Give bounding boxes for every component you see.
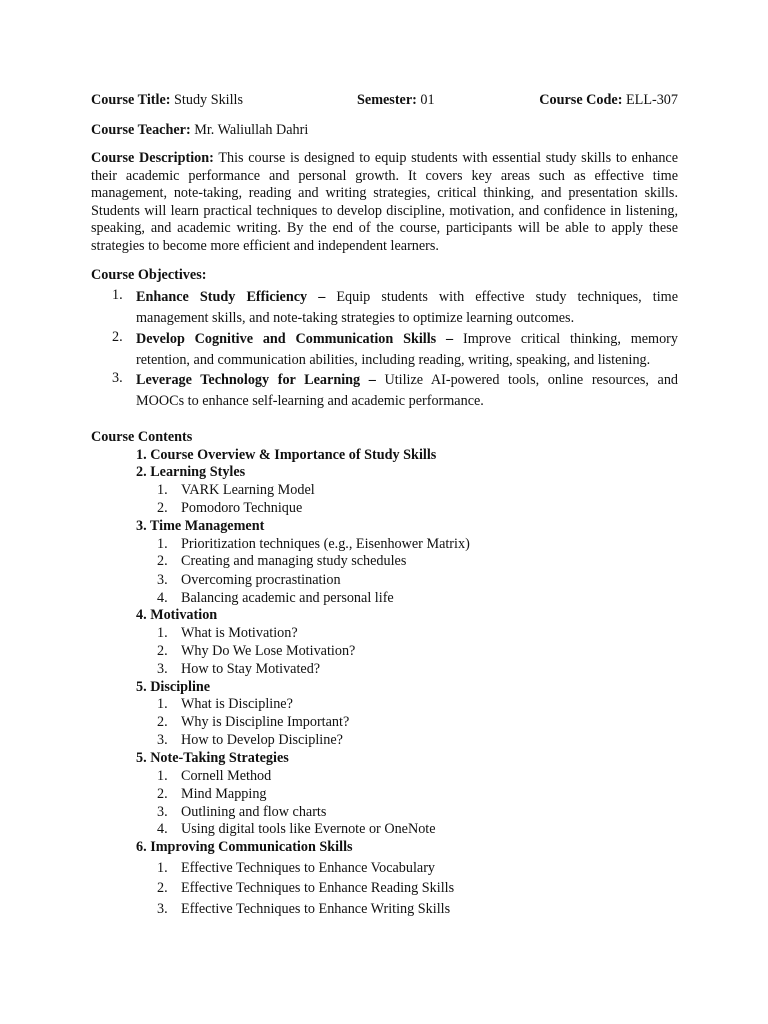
course-teacher-label: Course Teacher: [91, 122, 191, 138]
objective-text: Improve critical thinking, memory retention, and communication abilities, including reading, writing, speaking, and listening. [136, 331, 678, 368]
contents-subitem [157, 643, 355, 660]
contents-subitem [157, 714, 349, 731]
subitem-number: 1. [157, 696, 168, 712]
subitem-text: Prioritization techniques (e.g., Eisenhower Matrix) [181, 536, 470, 552]
subitem-number: 2. [157, 880, 168, 896]
subitem-text: Outlining and flow charts [181, 804, 327, 820]
course-description-label: Course Description: [91, 150, 214, 166]
contents-subitem [157, 536, 470, 553]
subitem-text: Pomodoro Technique [181, 500, 303, 516]
subitem-text: What is Motivation? [181, 625, 298, 641]
subitem-text: How to Develop Discipline? [181, 732, 343, 748]
subitem-text: Why Do We Lose Motivation? [181, 643, 356, 659]
subitem-text: Creating and managing study schedules [181, 553, 407, 569]
contents-subitem [157, 768, 271, 785]
contents-subitem [157, 625, 298, 642]
course-title [91, 92, 243, 109]
contents-heading: Course Contents [91, 429, 193, 445]
course-code-label: Course Code: [539, 92, 623, 108]
contents-subitem [157, 661, 320, 678]
objective-dash: – [368, 372, 376, 388]
course-title-value: Study Skills [174, 92, 244, 108]
subitem-number: 1. [157, 860, 168, 876]
objective-title: Leverage Technology for Learning [136, 372, 361, 388]
subitem-text: Using digital tools like Evernote or OneNote [181, 821, 436, 837]
objective-text: Utilize AI-powered tools, online resources, and MOOCs to enhance self-learning and academic performance. [136, 372, 679, 409]
semester [357, 92, 435, 109]
contents-subitem [157, 880, 454, 897]
subitem-number: 4. [157, 590, 168, 606]
subitem-number: 2. [157, 553, 168, 569]
contents-subitem [157, 821, 436, 838]
course-title-label: Course Title: [91, 92, 171, 108]
contents-subitem [157, 901, 450, 918]
subitem-number: 3. [157, 572, 168, 588]
subitem-text: How to Stay Motivated? [181, 661, 321, 677]
subitem-text: Effective Techniques to Enhance Vocabulary [181, 860, 436, 876]
objective-number: 1. [112, 287, 123, 303]
course-description-text: This course is designed to equip students with essential study skills to enhance their academic performance and personal growth. It covers key areas such as effective time management, note-taking, reading and writing strategies, critical thinking, and presentation skills. Students will learn practical techniques to develop discipline, motivation, and confidence in listening, speaking, and academic writing. By the end of the course, participants will be able to apply these strategies to become more efficient and independent learners. [91, 150, 679, 254]
contents-subitem [157, 732, 343, 749]
objective-dash: – [318, 289, 326, 305]
course-teacher-value: Mr. Waliullah Dahri [194, 122, 309, 138]
course-code-value: ELL-307 [625, 92, 678, 108]
subitem-text: Mind Mapping [181, 786, 267, 802]
course-header-row [91, 92, 678, 112]
course-code [539, 92, 678, 109]
course-teacher [91, 122, 308, 139]
subitem-number: 4. [157, 821, 168, 837]
subitem-number: 2. [157, 500, 168, 516]
objective-item [91, 287, 678, 328]
contents-section-title: 2. Learning Styles [136, 464, 246, 480]
contents-section-title: 4. Motivation [136, 607, 218, 623]
subitem-number: 3. [157, 804, 168, 820]
contents-section-title: 1. Course Overview & Importance of Study Skills [136, 447, 437, 463]
contents-subitem [157, 500, 302, 517]
objective-title: Develop Cognitive and Communication Skills [136, 331, 437, 347]
subitem-number: 2. [157, 714, 168, 730]
contents-section-title: 5. Note-Taking Strategies [136, 750, 289, 766]
objectives-heading: Course Objectives: [91, 267, 207, 283]
course-description [91, 150, 678, 256]
subitem-number: 3. [157, 732, 168, 748]
contents-subitem [157, 860, 435, 877]
subitem-text: Overcoming procrastination [181, 572, 341, 588]
objective-number: 3. [112, 370, 123, 386]
subitem-number: 1. [157, 536, 168, 552]
objective-title: Enhance Study Efficiency [136, 289, 308, 305]
contents-section-title: 6. Improving Communication Skills [136, 839, 353, 855]
subitem-text: VARK Learning Model [181, 482, 315, 498]
subitem-text: What is Discipline? [181, 696, 293, 712]
subitem-number: 1. [157, 482, 168, 498]
contents-subitem [157, 482, 315, 499]
objective-item [91, 370, 678, 411]
contents-subitem [157, 553, 406, 570]
subitem-text: Balancing academic and personal life [181, 590, 394, 606]
subitem-text: Cornell Method [181, 768, 272, 784]
subitem-number: 1. [157, 768, 168, 784]
contents-subitem [157, 572, 341, 589]
contents-subitem [157, 590, 394, 607]
objective-dash: – [446, 331, 454, 347]
subitem-number: 1. [157, 625, 168, 641]
contents-section-title: 5. Discipline [136, 679, 211, 695]
objective-number: 2. [112, 329, 123, 345]
subitem-text: Effective Techniques to Enhance Reading Skills [181, 880, 455, 896]
objective-item [91, 329, 678, 370]
semester-value: 01 [420, 92, 435, 108]
subitem-number: 2. [157, 786, 168, 802]
semester-label: Semester: [357, 92, 417, 108]
contents-subitem [157, 786, 267, 803]
contents-subitem [157, 804, 326, 821]
subitem-text: Effective Techniques to Enhance Writing Skills [181, 901, 451, 917]
subitem-number: 2. [157, 643, 168, 659]
contents-section-title: 3. Time Management [136, 518, 265, 534]
subitem-number: 3. [157, 901, 168, 917]
subitem-number: 3. [157, 661, 168, 677]
objective-text: Equip students with effective study techniques, time management skills, and note-taking strategies to optimize learning outcomes. [136, 289, 679, 326]
contents-subitem [157, 696, 293, 713]
subitem-text: Why is Discipline Important? [181, 714, 350, 730]
